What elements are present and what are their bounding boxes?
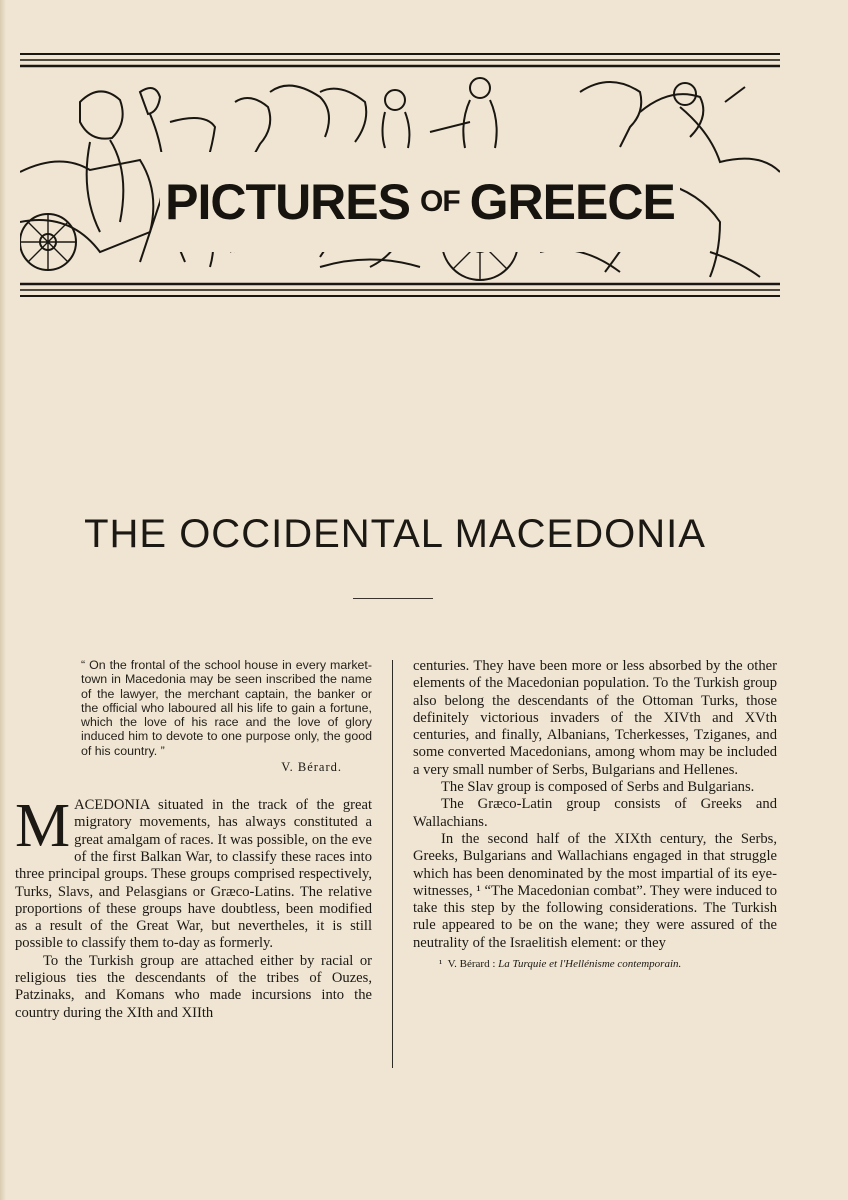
paragraph-5: In the second half of the XIXth century, the Serbs, Greeks, Bulgarians and Wallachians engaged in that struggle which has been denominated by the most impartial of its eye-witnesses, ¹ “The Macedonian combat”. They were induced to take this step by the following considerations. The Turkish rule appeared to be on the wane; they were assured of the neutrality of the Israelitish element: or they — [413, 830, 777, 951]
article-title: THE OCCIDENTAL MACEDONIA — [84, 512, 706, 556]
footnote — [413, 958, 777, 971]
header-banner — [20, 52, 780, 300]
paragraph-3: The Slav group is composed of Serbs and Bulgarians. — [441, 779, 755, 796]
paragraph-2-continued: centuries. They have been more or less absorbed by the other elements of the Macedonian population. To the Turkish group also belong the descendants of the Ottoman Turks, those definitely victorious invaders of the XIVth and XVth centuries, and finally, Albanians, Tcherkesses, Tziganes, and some converted Macedonians, among whom may be included a very small number of Serbs, Bulgarians and Hellenes. — [413, 658, 777, 778]
title-divider — [353, 598, 433, 599]
drop-cap: M — [15, 792, 71, 861]
banner-title — [160, 152, 680, 252]
footnote-author: V. Bérard : — [447, 958, 496, 971]
banner-title-word-greece: GREECE — [469, 174, 675, 230]
paragraph-1 — [15, 792, 372, 953]
column-divider — [392, 660, 393, 1068]
paragraph-4: The Græco-Latin group consists of Greeks and Wallachians. — [413, 796, 777, 830]
right-column — [413, 658, 777, 971]
footnote-work-title: La Turquie et l'Hellénisme contemporain. — [498, 958, 682, 971]
footnote-marker: ¹ — [439, 958, 443, 971]
epigraph-attribution: V. Bérard. — [281, 760, 342, 775]
banner-title-word-pictures: PICTURES — [165, 174, 410, 230]
paragraph-1-text: ACEDONIA situated in the track of the great migratory movements, has always constituted a great amalgam of races. It was possible, on the eve of the first Balkan War, to classify these races into three principal groups. These groups comprised respectively, Turks, Slavs, and Pelasgians or Græco-Latins. The relative proportions of these groups have doubtless, been modified as a result of the Great War, but nevertheles, it is still possible to classify them to-day as formerly. — [15, 797, 372, 952]
paragraph-2: To the Turkish group are attached either by racial or religious ties the descendants of the tribes of Ouzes, Patzinaks, and Komans who made incursions into the country during the XIth and XIIth — [15, 952, 372, 1021]
left-column — [15, 658, 372, 1022]
page-edge-shadow — [0, 0, 6, 1200]
banner-title-word-of: OF — [419, 185, 460, 218]
epigraph-quote: “ On the frontal of the school house in every market-town in Macedonia may be seen inscribed the name of the lawyer, the merchant captain, the banker or the official who laboured all his life to gain a fortune, which the love of his race and the love of glory induced him to devote to one purpose only, the good of his country. ” — [81, 658, 372, 758]
